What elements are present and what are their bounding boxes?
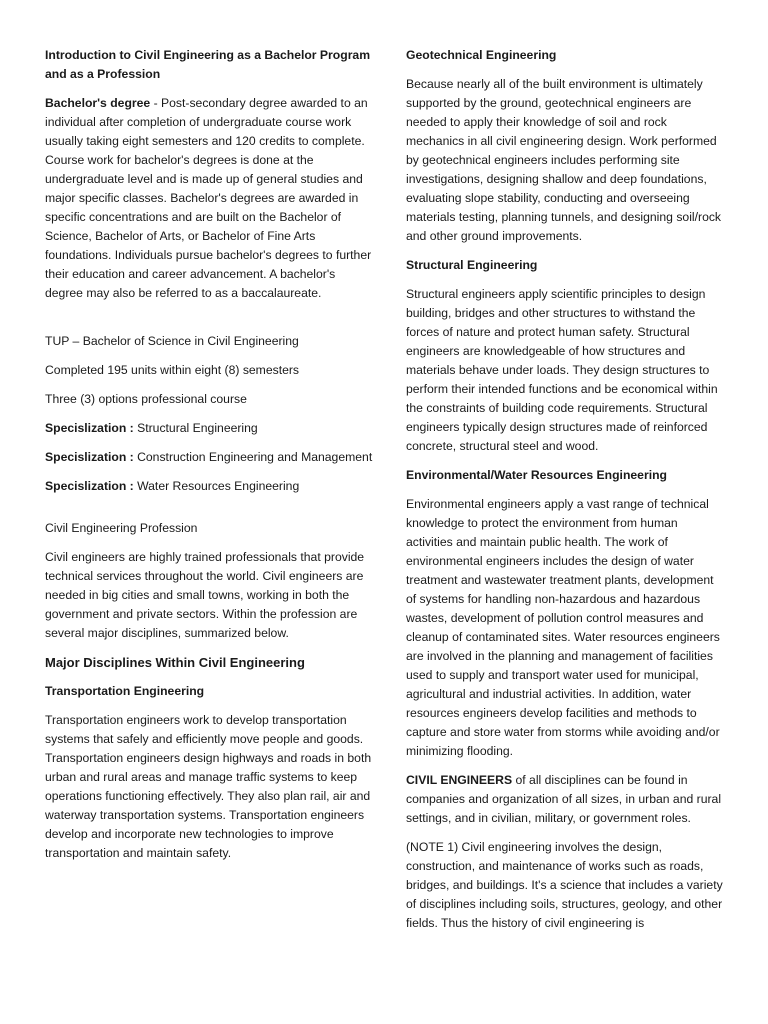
spacer [45,313,375,332]
intro-heading: Introduction to Civil Engineering as a Bachelor Program and as a Profession [45,48,371,81]
transportation-heading: Transportation Engineering [45,684,205,698]
geotechnical-paragraph: Because nearly all of the built environment is ultimately supported by the ground, geotechnical engineers are needed to apply their knowledge of soil and rock mechanics in all civil engineering design. Work performed by geotechnical engineers includes performing site investigations, designing shallow and deep foundations, evaluating slope stability, conducting and overseeing materials testing, planning tunnels, and designing soil/rock and other ground improvements. [406,77,722,243]
civil-engineers-term: CIVIL ENGINEERS [406,773,513,787]
structural-paragraph: Structural engineers apply scientific principles to design building, bridges and other structures to withstand the forces of nature and protect human safety. Structural engineers are knowledgeable of how structures and materials behave under loads. They design structures to perform their intended functions and be economical within the constraints of building code requirements. Structural engineers typically design structures made of reinforced concrete, structural steel and wood. [406,287,718,453]
geotechnical-heading: Geotechnical Engineering [406,48,557,62]
options-line: Three (3) options professional course [45,392,247,406]
right-column [406,46,726,930]
specialization-item [45,448,375,467]
bachelor-text: - Post-secondary degree awarded to an individual after completion of undergraduate course work usually taking eight semesters and 120 credits to complete. Course work for bachelor's degrees is done at the undergraduate level and is made up of general studies and major specific classes. Bachelor's degrees are awarded in specific concentrations and are built on the Bachelor of Science, Bachelor of Arts, or Bachelor of Fine Arts foundations. Individuals pursue bachelor's degrees to further their education and career advancement. A bachelor's degree may also be referred to as a baccalaureate. [45,96,372,300]
transportation-paragraph: Transportation engineers work to develop transportation systems that safely and efficiently move people and goods. Transportation engineers design highways and roads in both urban and rural areas and manage traffic systems to keep operations functioning effectively. They also plan rail, air and waterway transportation systems. Transportation engineers develop and incorporate new technologies to improve transportation and maintain safety. [45,713,372,860]
specialization-label: Specislization : [45,479,134,493]
specialization-item [45,477,375,496]
profession-paragraph: Civil engineers are highly trained professionals that provide technical services throughout the world. Civil engineers are needed in big cities and small towns, working in both the government and private sectors. Within the profession are several major disciplines, summarized below. [45,550,365,640]
specialization-value: Structural Engineering [133,421,258,435]
major-disciplines-heading: Major Disciplines Within Civil Engineering [45,655,305,670]
specialization-label: Specislization : [45,421,134,435]
specialization-value: Water Resources Engineering [133,479,300,493]
bachelor-paragraph [45,94,375,303]
specialization-label: Specislization : [45,450,134,464]
environmental-heading: Environmental/Water Resources Engineering [406,468,667,482]
civil-engineers-paragraph [406,771,726,828]
tup-line: TUP – Bachelor of Science in Civil Engineering [45,334,299,348]
structural-heading: Structural Engineering [406,258,538,272]
left-column [45,46,375,873]
specialization-value: Construction Engineering and Management [133,450,373,464]
units-line: Completed 195 units within eight (8) semesters [45,363,300,377]
environmental-paragraph: Environmental engineers apply a vast range of technical knowledge to protect the environment from human activities and maintain public health. The work of environmental engineers includes the design of water treatment and wastewater treatment plants, development of systems for handling non-hazardous and hazardous wastes, development of pollution control measures and cleanup of contaminated sites. Water resources engineers are involved in the planning and management of facilities used to supply and transport water used for municipal, agricultural and industrial activities. In addition, water resources engineers develop facilities and methods to capture and store water from storms while avoiding and/or minimizing flooding. [406,497,720,758]
civil-engineers-text: of all disciplines can be found in companies and organization of all sizes, in urban and rural settings, and in civilian, military, or government roles. [406,773,722,825]
note-paragraph: (NOTE 1) Civil engineering involves the design, construction, and maintenance of works such as roads, bridges, and buildings. It's a science that includes a variety of disciplines including soils, structures, geology, and other fields. Thus the history of civil engineering is [406,840,723,930]
profession-heading: Civil Engineering Profession [45,521,198,535]
bachelor-term: Bachelor's degree [45,96,151,110]
specialization-item [45,419,375,438]
spacer [45,506,375,519]
